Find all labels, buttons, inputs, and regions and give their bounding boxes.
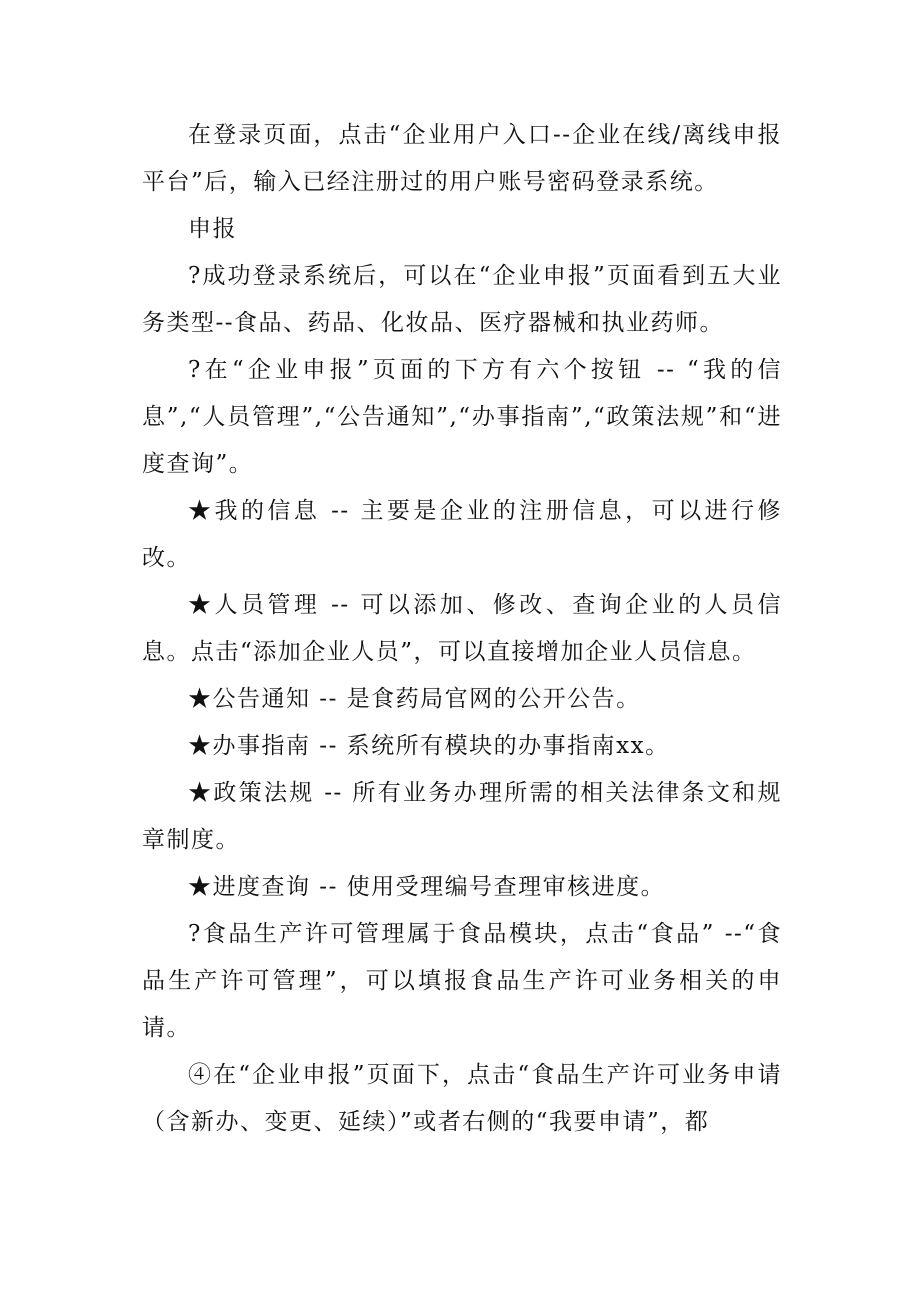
paragraph-declare-heading: 申报	[188, 216, 237, 242]
paragraph-apply: ④在“企业申报”页面下，点击“食品生产许可业务申请（含新办、变更、延续）”或者右侧的“我要申请”，都	[142, 1062, 782, 1135]
paragraph-business-types: ?成功登录系统后，可以在“企业申报”页面看到五大业务类型--食品、药品、化妆品、医疗器械和执业药师。	[142, 263, 782, 336]
paragraph-progress-query: ★进度查询 -- 使用受理编号查理审核进度。	[188, 874, 666, 900]
paragraph-staff-management: ★人员管理 -- 可以添加、修改、查询企业的人员信息。点击“添加企业人员”，可以直接增加企业人员信息。	[142, 592, 782, 665]
paragraph-login: 在登录页面，点击“企业用户入口--企业在线/离线申报平台”后，输入已经注册过的用户账号密码登录系统。	[142, 122, 782, 195]
document-body	[142, 112, 782, 1146]
paragraph-food-license: ?食品生产许可管理属于食品模块，点击“食品” --“食品生产许可管理”，可以填报食品生产许可业务相关的申请。	[142, 921, 782, 1041]
paragraph-six-buttons: ?在“企业申报”页面的下方有六个按钮 -- “我的信息”,“人员管理”,“公告通知”,“办事指南”,“政策法规”和“进度查询”。	[142, 357, 782, 477]
paragraph-my-info: ★我的信息 -- 主要是企业的注册信息，可以进行修改。	[142, 498, 782, 571]
paragraph-policies: ★政策法规 -- 所有业务办理所需的相关法律条文和规章制度。	[142, 780, 782, 853]
paragraph-announcements: ★公告通知 -- 是食药局官网的公开公告。	[188, 686, 641, 712]
paragraph-service-guide: ★办事指南 -- 系统所有模块的办事指南xx。	[188, 733, 670, 759]
